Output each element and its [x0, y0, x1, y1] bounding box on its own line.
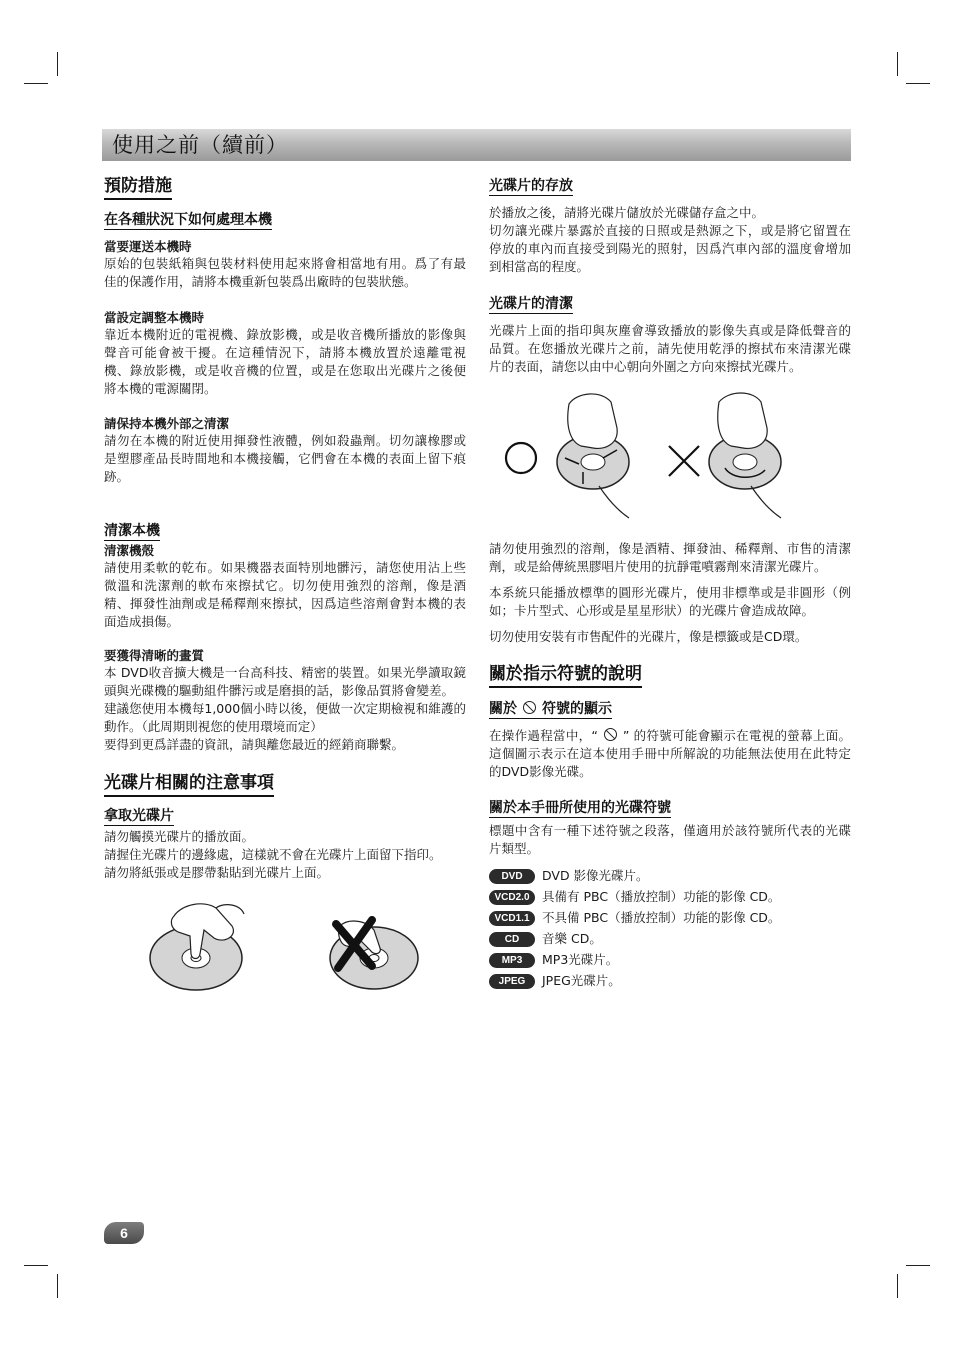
picture-title: 要獲得清晰的畫質: [104, 648, 205, 663]
disc-cleaning-text: 光碟片上面的指印與灰塵會導致播放的影像失真或是降低聲音的品質。在您播放光碟片之前，請先使用乾淨的擦拭布來清潔光碟片的表面，請您以由中心朝向外圍之方向來擦拭光碟片。: [489, 323, 851, 374]
shape-warning: 本系統只能播放標準的圓形光碟片，使用非標準或是非圓形（例如；卡片型式、心形或是星星形狀）的光碟片會造成故障。: [489, 585, 851, 618]
disc-notes-heading: 光碟片相關的注意事項: [104, 772, 274, 797]
disc-handling-subheading: 拿取光碟片: [104, 808, 174, 824]
right-column: [489, 170, 851, 993]
crop-mark: [57, 1274, 58, 1298]
disc-line-2: 請握住光碟片的邊緣處，這樣就不會在光碟片上面留下指印。: [104, 847, 442, 862]
crop-mark: [24, 1265, 48, 1266]
prohibit-icon: [604, 728, 617, 741]
disc-handling-illustration: [104, 896, 466, 996]
disc-symbol-row: [489, 867, 851, 885]
cd-icon: CD: [489, 932, 535, 947]
storage-text-2: 切勿讓光碟片暴露於直接的日照或是熱源之下，或是將它留置在停放的車內而直接受到陽光的照射，因爲汽車內部的溫度會增加到相當高的程度。: [489, 223, 851, 274]
crop-mark: [57, 52, 58, 76]
disc-symbols-text: 標題中含有一種下述符號之段落，僅適用於該符號所代表的光碟片類型。: [489, 823, 851, 856]
correct-cleaning-mark: [506, 443, 536, 473]
disc-symbol-label: MP3光碟片。: [542, 952, 619, 967]
precautions-heading: 預防措施: [104, 175, 172, 200]
disc-symbol-label: 音樂 CD。: [542, 931, 602, 946]
setup-text: 靠近本機附近的電視機、錄放影機，或是收音機所播放的影像與聲音可能會被干擾。在這種情況下，請將本機放置於遠離電視機、錄放影機，或是收音機的位置，或是在您取出光碟片之後便將本機的電源關閉。: [104, 327, 466, 396]
disc-symbol-row: [489, 930, 851, 948]
correct-cleaning-disc: [557, 394, 629, 518]
setup-title: 當設定調整本機時: [104, 310, 205, 325]
storage-text-1: 於播放之後，請將光碟片儲放於光碟儲存盒之中。: [489, 205, 765, 220]
mp3-icon: MP3: [489, 953, 535, 968]
exterior-text: 請勿在本機的附近使用揮發性液體，例如殺蟲劑。切勿讓橡膠或是塑膠產品長時間地和本機接觸，它們會在本機的表面上留下痕跡。: [104, 433, 466, 484]
disc-symbol-label: JPEG光碟片。: [542, 973, 621, 988]
prohibit-text-post: ” 的符號可能會顯示在電視的螢幕上面。這個圖示表示在這本使用手冊中所解說的功能無法使用在此特定的DVD影像光碟。: [489, 728, 851, 779]
disc-symbol-row: [489, 888, 851, 906]
prohibit-symbol-subheading: [489, 700, 612, 719]
shipping-text: 原始的包裝紙箱與包裝材料使用起來將會相當地有用。爲了有最佳的保護作用，請將本機重新包裝爲出廠時的包裝狀態。: [104, 256, 466, 289]
crop-mark: [897, 1274, 898, 1298]
picture-text-2: 建議您使用本機每1,000個小時以後，便做一次定期檢視和維護的動作。（此周期則視您的使用環境而定）: [104, 701, 466, 734]
picture-text-1: 本 DVD收音擴大機是一台高科技、精密的裝置。如果光學讀取鏡頭與光碟機的驅動組件髒污或是磨損的話，影像品質將會變差。: [104, 665, 466, 698]
vcd11-icon: VCD1.1: [489, 911, 535, 926]
jpeg-icon: JPEG: [489, 974, 535, 989]
prohibit-sub-post: 符號的顯示: [542, 701, 612, 717]
page-title: 使用之前（續前）: [112, 133, 288, 157]
crop-mark: [906, 1265, 930, 1266]
indicator-heading: 關於指示符號的說明: [489, 663, 642, 688]
crop-mark: [897, 52, 898, 76]
wrong-cleaning-disc: [709, 393, 781, 518]
prohibit-text-pre: 在操作過程當中，“: [489, 728, 598, 743]
disc-symbols-subheading: 關於本手冊所使用的光碟符號: [489, 800, 671, 816]
left-column: [104, 170, 466, 1000]
handling-subheading: 在各種狀況下如何處理本機: [104, 212, 272, 228]
disc-cleaning-illustration: [489, 388, 851, 528]
correct-handling-disc: [150, 904, 244, 990]
disc-symbol-list: [489, 867, 851, 990]
exterior-title: 請保持本機外部之清潔: [104, 416, 230, 431]
solvent-warning: 請勿使用強烈的溶劑，像是酒精、揮發油、稀釋劑、市售的清潔劑，或是給傳統黑膠唱片使用的抗靜電噴霧劑來清潔光碟片。: [489, 541, 851, 574]
wrong-cleaning-mark: [669, 446, 699, 476]
picture-text-3: 要得到更爲詳盡的資訊，請與離您最近的經銷商聯繫。: [104, 737, 405, 752]
disc-symbol-label: 具備有 PBC（播放控制）功能的影像 CD。: [542, 889, 781, 904]
cleaning-heading: 清潔本機: [104, 523, 160, 539]
accessory-warning: 切勿使用安裝有市售配件的光碟片，像是標籤或是CD環。: [489, 629, 808, 644]
crop-mark: [906, 83, 930, 84]
disc-cleaning-heading: 光碟片的清潔: [489, 296, 573, 312]
disc-symbol-label: 不具備 PBC（播放控制）功能的影像 CD。: [542, 910, 781, 925]
cabinet-title: 清潔機殼: [104, 543, 155, 558]
storage-heading: 光碟片的存放: [489, 178, 573, 194]
disc-symbol-label: DVD 影像光碟片。: [542, 868, 649, 883]
disc-symbol-row: [489, 909, 851, 927]
vcd20-icon: VCD2.0: [489, 890, 535, 905]
title-bar: [102, 129, 851, 161]
disc-line-3: 請勿將紙張或是膠帶黏貼到光碟片上面。: [104, 865, 330, 880]
cabinet-text: 請使用柔軟的乾布。如果機器表面特別地髒污，請您使用沾上些微溫和洗潔劑的軟布來擦拭它。切勿使用強烈的溶劑，像是酒精、揮發性油劑或是稀釋劑來擦拭，因爲這些溶劑會對本機的表面造成損傷。: [104, 560, 466, 629]
dvd-icon: DVD: [489, 869, 535, 884]
prohibit-text: [489, 727, 851, 781]
disc-symbol-row: [489, 951, 851, 969]
prohibit-sub-pre: 關於: [489, 701, 517, 717]
shipping-title: 當要運送本機時: [104, 239, 192, 254]
disc-line-1: 請勿觸摸光碟片的播放面。: [104, 829, 255, 844]
prohibit-icon: [523, 701, 536, 714]
wrong-handling-disc: [330, 920, 418, 989]
page-number: 6: [104, 1222, 144, 1244]
crop-mark: [24, 83, 48, 84]
disc-symbol-row: [489, 972, 851, 990]
